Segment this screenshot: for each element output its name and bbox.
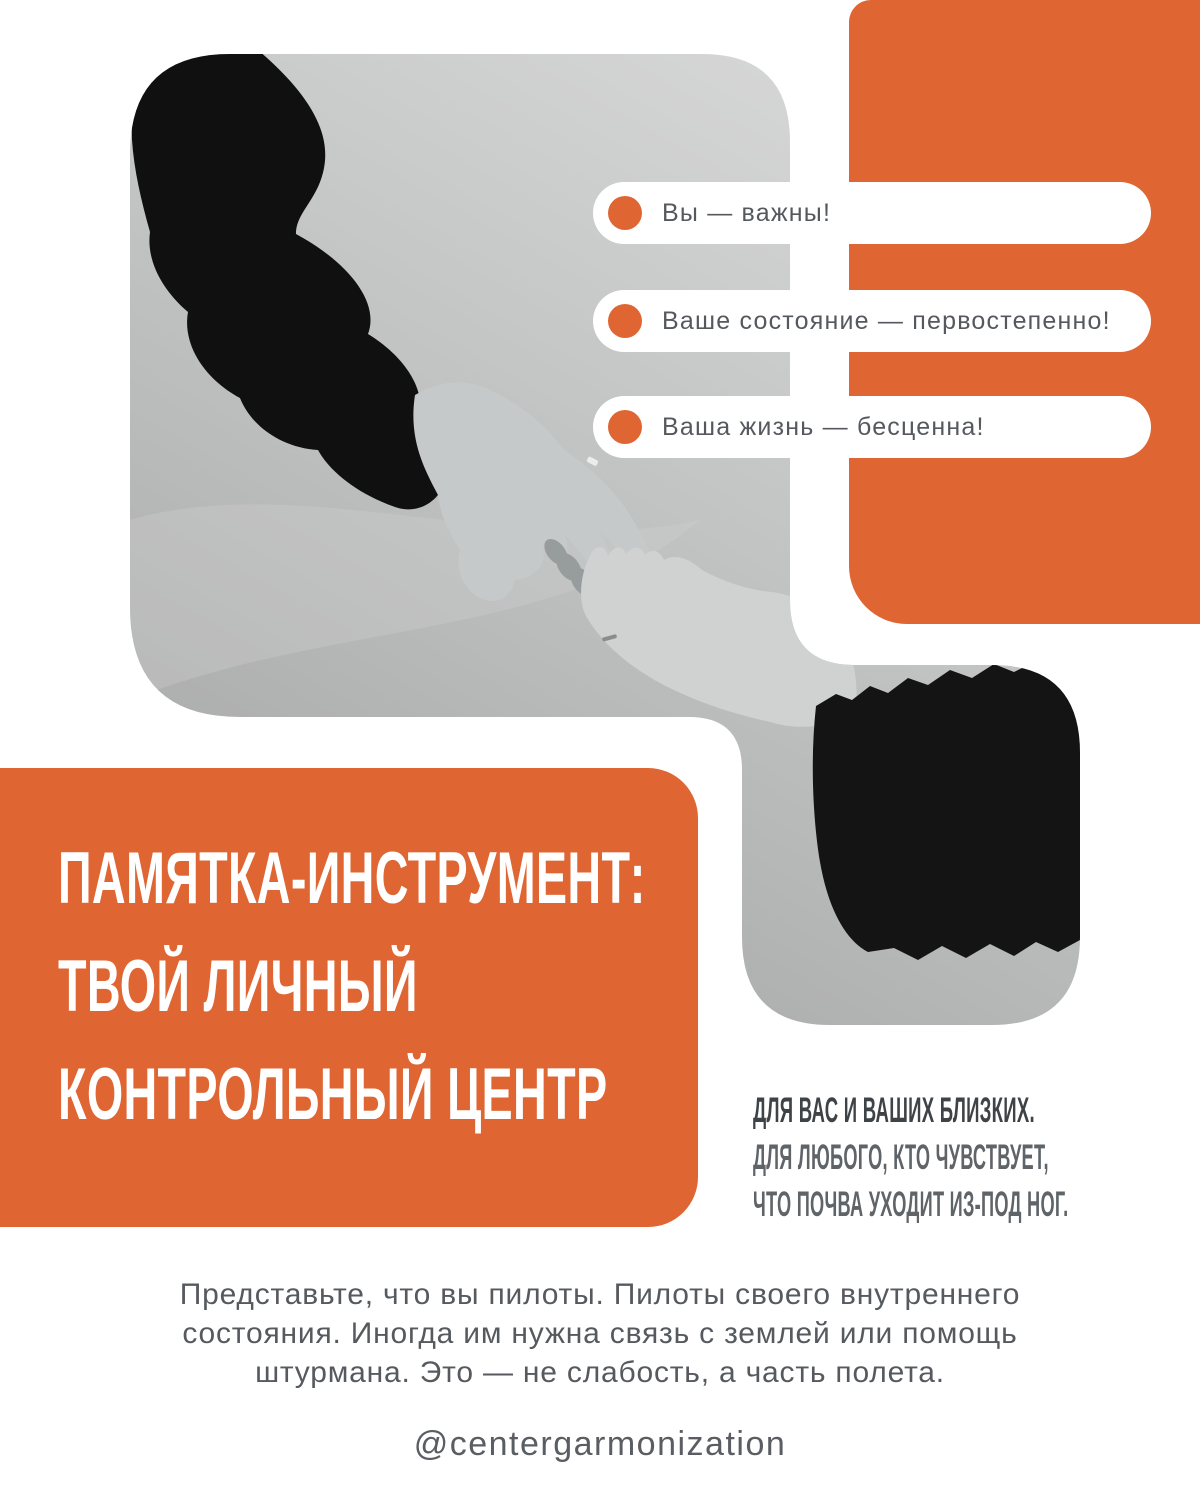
bubble-label: Ваша жизнь — бесценна! [662,412,985,441]
body-line-2: состояния. Иногда им нужна связь с землей или помощь [182,1317,1018,1350]
caption-line-2: ДЛЯ ЛЮБОГО, КТО ЧУВСТВУЕТ, [753,1137,1049,1177]
bubble-label: Ваше состояние — первостепенно! [662,306,1111,335]
audience-caption [753,1087,1200,1228]
caption-line-3: ЧТО ПОЧВА УХОДИТ ИЗ-ПОД НОГ. [753,1184,1069,1224]
caption-line-1: ДЛЯ ВАС И ВАШИХ БЛИЗКИХ. [753,1090,1035,1130]
body-paragraph [0,1275,1200,1392]
quote-bubble-3 [593,396,1151,458]
quote-bubble-2 [593,290,1151,352]
quote-bubble-1 [593,182,1151,244]
bullet-dot-icon [608,304,642,338]
social-handle: @centergarmonization [413,1425,787,1463]
bubble-label: Вы — важны! [662,198,832,227]
title-line-3: КОНТРОЛЬНЫЙ ЦЕНТР [58,1053,608,1135]
bullet-dot-icon [608,196,642,230]
body-line-1: Представьте, что вы пилоты. Пилоты своего внутреннего [179,1278,1021,1311]
bullet-dot-icon [608,410,642,444]
title-line-2: ТВОЙ ЛИЧНЫЙ [58,945,418,1027]
title-line-1: ПАМЯТКА-ИНСТРУМЕНТ: [58,837,646,919]
body-line-3: штурмана. Это — не слабость, а часть полета. [255,1356,945,1389]
title-block [0,768,698,1227]
